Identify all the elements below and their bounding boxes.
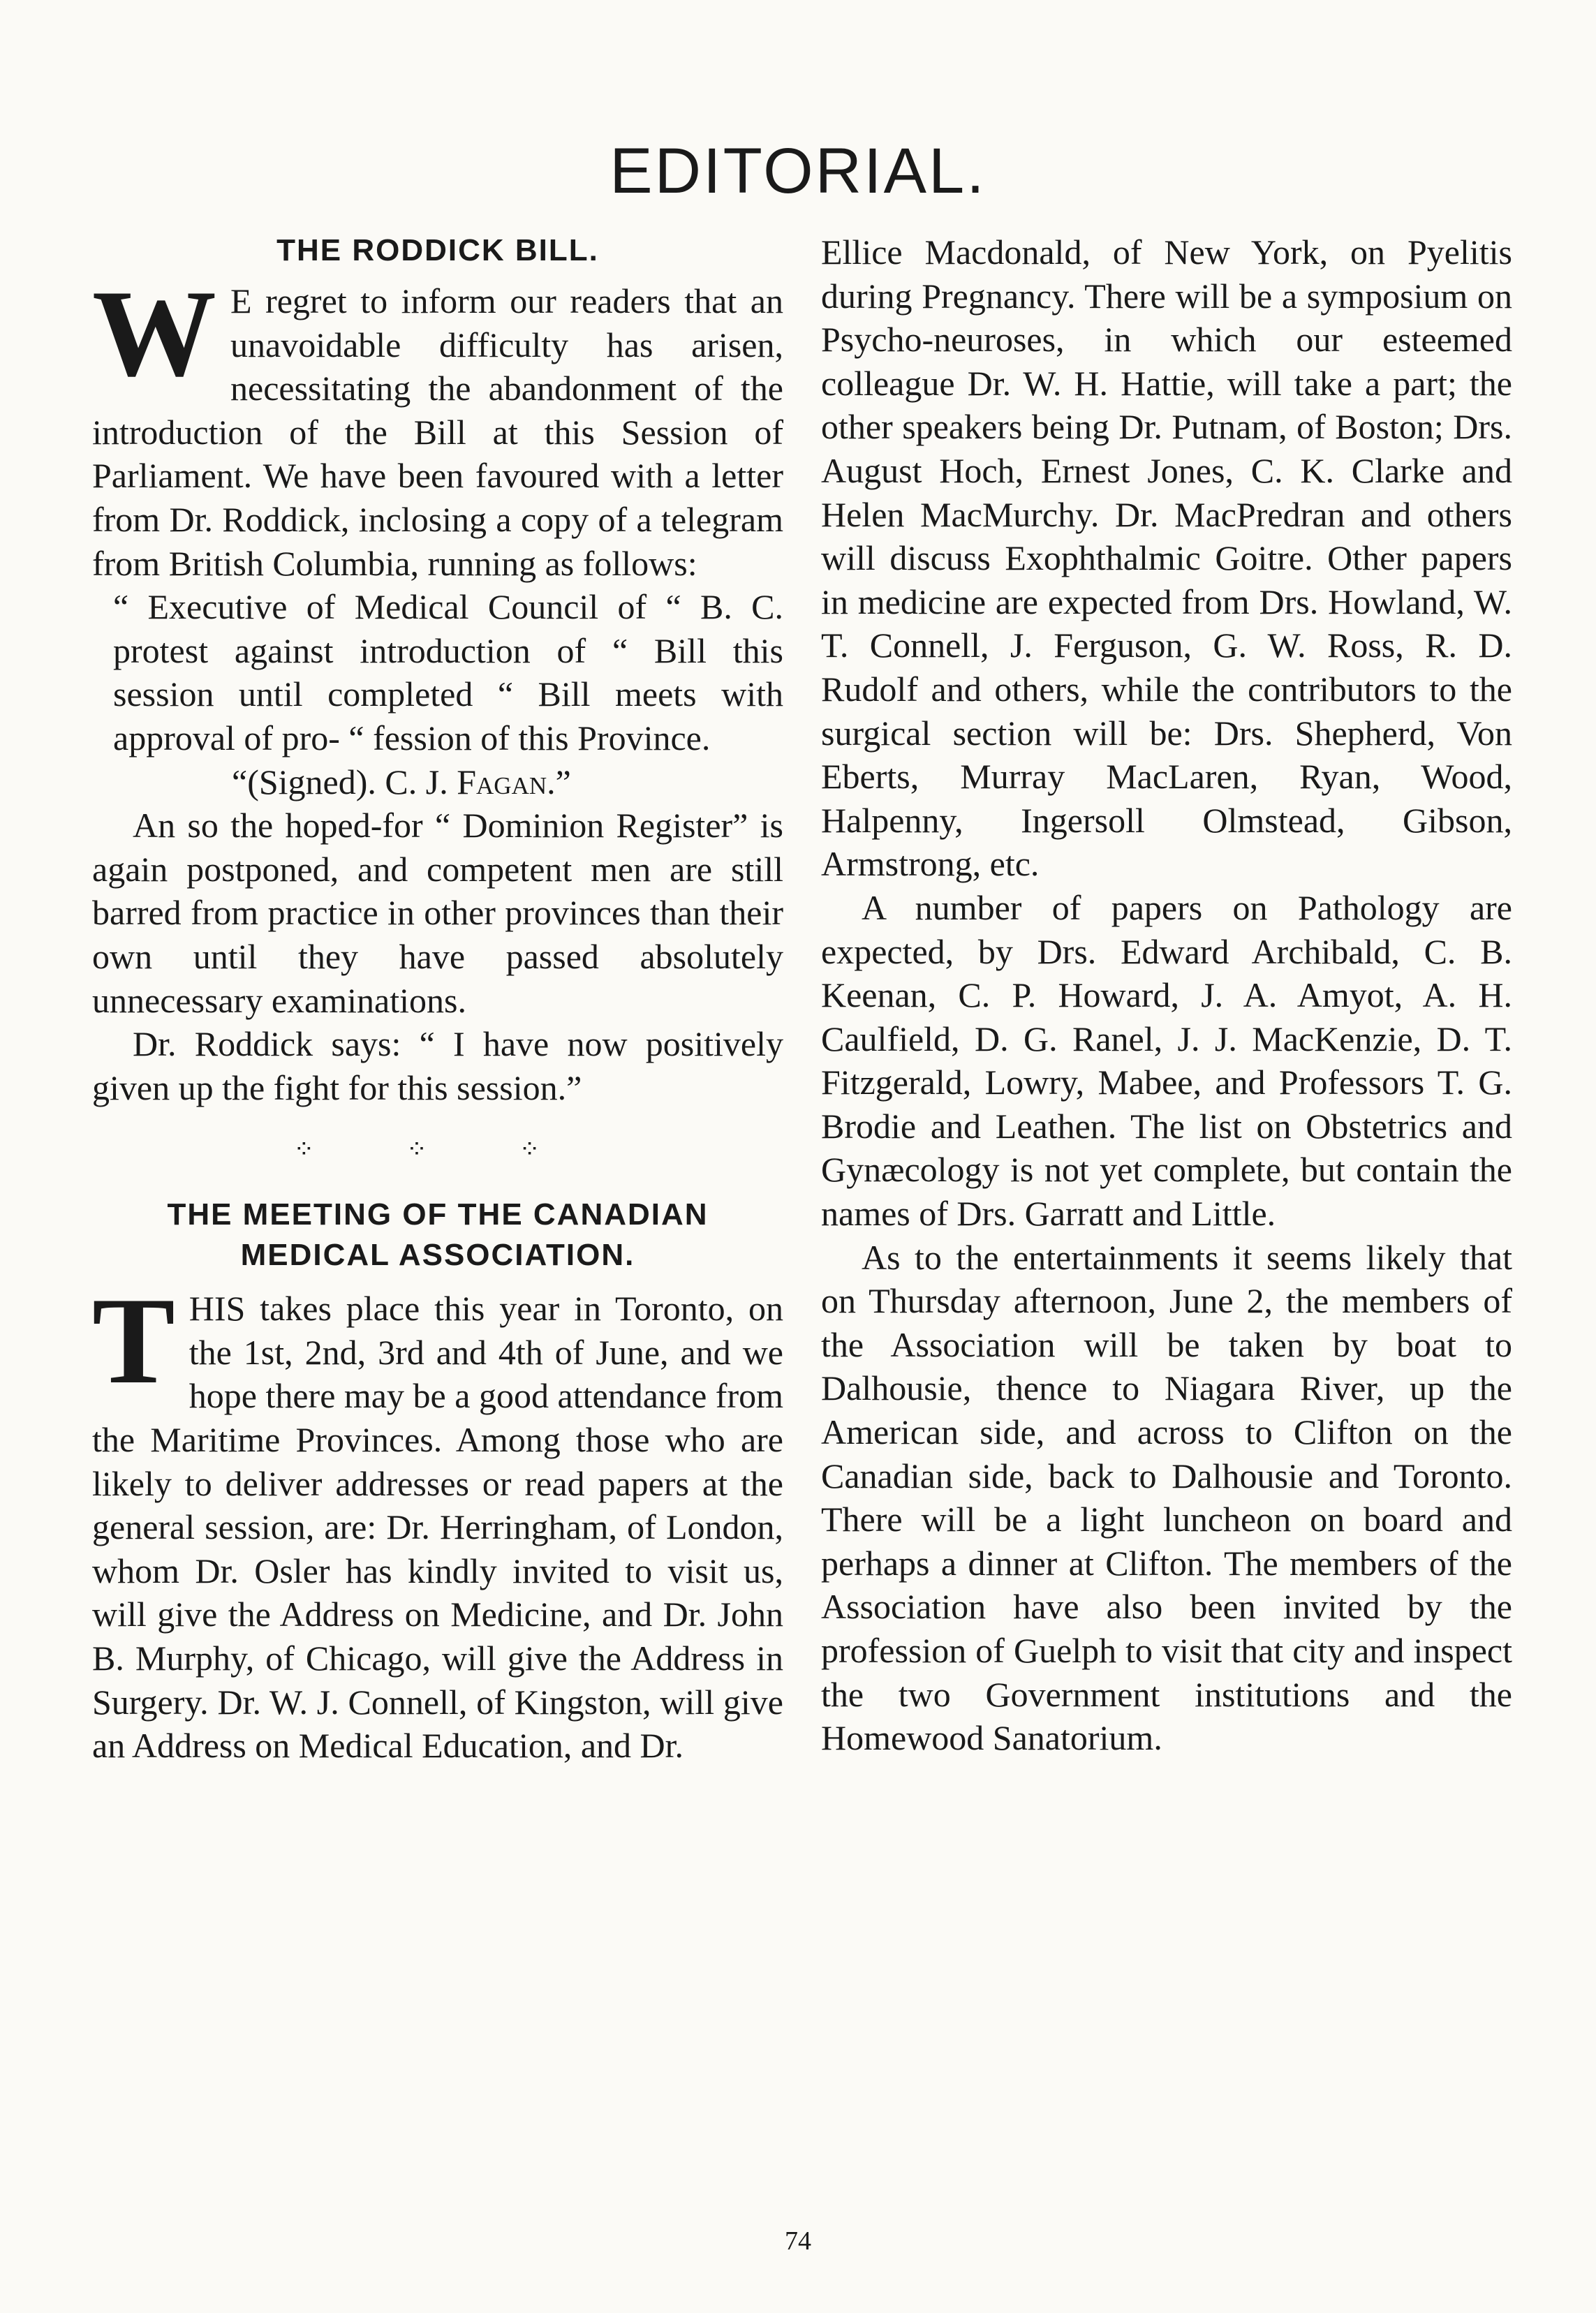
page-title: EDITORIAL. — [609, 135, 987, 207]
roddick-bill-heading: THE RODDICK BILL. — [276, 233, 599, 267]
roddick-bill-paragraph-3: Dr. Roddick says: “ I have now positively given up the fight for this session.” — [92, 1024, 783, 1107]
telegram-signature — [92, 760, 783, 804]
roddick-bill-paragraph-1 — [92, 264, 783, 585]
signature-prefix: “(Signed). C. J. — [232, 762, 448, 801]
telegram-quote: “ Executive of Medical Council of “ B. C. protest against introduction of “ Bill this session until completed “ Bill meets with approval of pro- “ fession of this Province. — [113, 587, 783, 758]
left-column — [92, 230, 783, 1768]
page-number: 74 — [785, 2226, 811, 2256]
cma-meeting-heading: THE MEETING OF THE CANADIAN MEDICAL ASSOCIATION. — [167, 1197, 709, 1273]
right-column — [821, 230, 1512, 1760]
section-ornament: ⁘ ⁘ ⁘ — [293, 1135, 582, 1165]
signature-name: Fagan.” — [457, 762, 571, 801]
cma-meeting-paragraph-1 — [92, 1271, 783, 1768]
roddick-bill-paragraph-1-text: E regret to inform our readers that an unavoidable difficulty has arisen, necessitating the abandonment of the introduction of the Bill at this Session of Parliament. We have been favoured with a letter from Dr. Roddick, inclosing a copy of a telegram from British Columbia, running as follows: — [92, 281, 783, 583]
roddick-bill-paragraph-2: An so the hoped-for “ Dominion Register” is again postponed, and competent men are still barred from practice in other provinces than their own until they have passed absolutely unnecessary examinations. — [92, 806, 783, 1020]
drop-cap-t: T — [92, 1271, 175, 1410]
cma-meeting-paragraph-3: As to the entertainments it seems likely that on Thursday afternoon, June 2, the members of the Association will be taken by boat to Dalhousie, thence to Niagara River, up the American side, and across to Clifton on the Canadian side, back to Dalhousie and Toronto. There will be a light luncheon on board and perhaps a dinner at Clifton. The members of the Association have also been invited by the profession of Guelph to visit that city and inspect the two Government institutions and the Homewood Sanatorium. — [821, 1237, 1512, 1758]
drop-cap-w: W — [92, 264, 216, 402]
cma-meeting-paragraph-2: A number of papers on Pathology are expected, by Drs. Edward Archibald, C. B. Keenan, C. P. Howard, J. A. Amyot, A. H. Caulfield, D. G. Ranel, J. J. MacKenzie, D. T. Fitzgerald, Lowry, Mabee, and Professors T. G. Brodie and Leathen. The list on Obstetrics and Gynæcology is not yet complete, but contain the names of Drs. Garratt and Little. — [821, 887, 1512, 1234]
cma-meeting-paragraph-1-continued: Ellice Macdonald, of New York, on Pyelitis during Pregnancy. There will be a symposium on Psycho-neuroses, in which our esteemed colleague Dr. W. H. Hattie, will take a part; the other speakers being Dr. Putnam, of Boston; Drs. August Hoch, Ernest Jones, C. K. Clarke and Helen MacMurchy. Dr. MacPredran and others will discuss Exophthalmic Goitre. Other papers in medicine are expected from Drs. Howland, W. T. Connell, J. Ferguson, G. W. Ross, R. D. Rudolf and others, while the contributors to the surgical section will be: Drs. Shepherd, Von Eberts, Murray MacLaren, Ryan, Wood, Halpenny, Ingersoll Olmstead, Gibson, Armstrong, etc. — [821, 232, 1512, 884]
cma-meeting-paragraph-1-text: HIS takes place this year in Toronto, on the 1st, 2nd, 3rd and 4th of June, and we hope there may be a good attendance from the Maritime Provinces. Among those who are likely to deliver addresses or read papers at the general session, are: Dr. Herringham, of London, whom Dr. Osler has kindly invited to visit us, will give the Address on Medicine, and Dr. John B. Murphy, of Chicago, will give the Address in Surgery. Dr. W. J. Connell, of Kingston, will give an Address on Medical Education, and Dr. — [92, 1289, 783, 1766]
